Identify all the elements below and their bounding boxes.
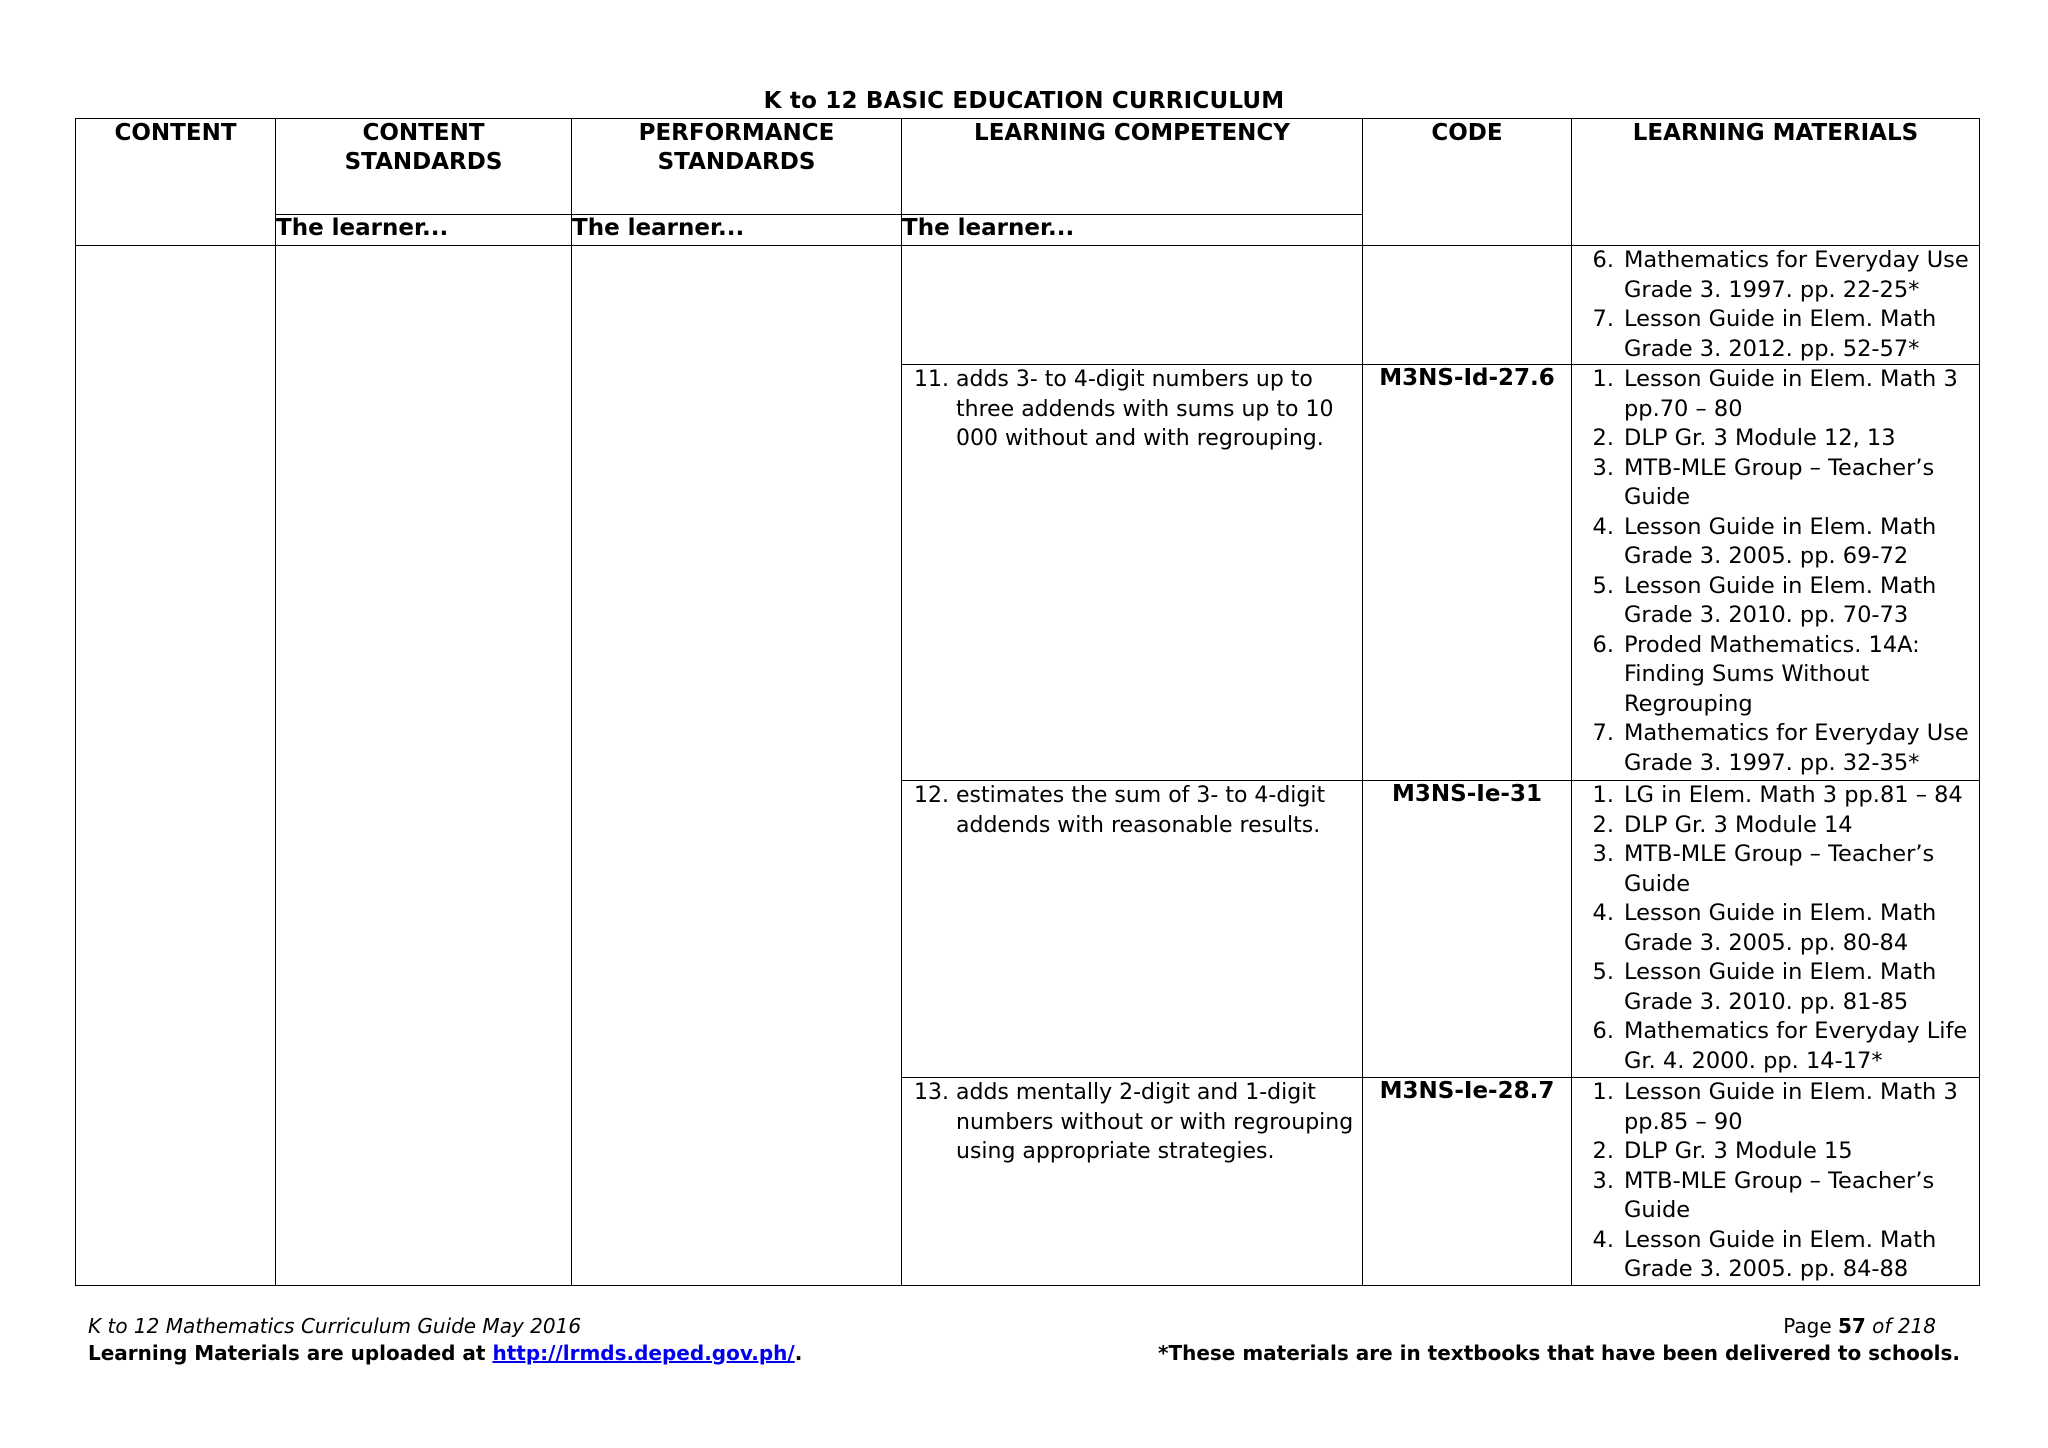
header-content: CONTENT (76, 119, 276, 246)
competency-cell: 11. adds 3- to 4-digit numbers up to three addends with sums up to 10 000 without and with regrouping. (902, 365, 1363, 781)
competency-cell: 13. adds mentally 2-digit and 1-digit numbers without or with regrouping using appropriate strategies. (902, 1078, 1363, 1286)
learner-label: The learner... (572, 215, 902, 246)
content-standards-cell (276, 246, 572, 1286)
list-item: 7. Mathematics for Everyday Use Grade 3. 1997. pp. 32-35* (1592, 720, 1969, 776)
header-learning-materials: LEARNING MATERIALS (1572, 119, 1980, 246)
list-item: 3. MTB-MLE Group – Teacher’s Guide (1592, 454, 1935, 510)
list-item: 2. DLP Gr. 3 Module 12, 13 (1592, 425, 1896, 451)
header-performance-standards: PERFORMANCE STANDARDS (572, 119, 902, 215)
list-item: 4. Lesson Guide in Elem. Math Grade 3. 2005. pp. 84-88 (1592, 1226, 1937, 1282)
list-item: 1. Lesson Guide in Elem. Math 3 pp.85 – 90 (1592, 1079, 1958, 1135)
header-content-standards: CONTENT STANDARDS (276, 119, 572, 215)
learner-label: The learner... (276, 215, 572, 246)
content-cell (76, 246, 276, 1286)
learner-label: The learner... (902, 215, 1363, 246)
list-item: 5. Lesson Guide in Elem. Math Grade 3. 2010. pp. 70-73 (1592, 572, 1937, 628)
table-row (76, 246, 1980, 365)
list-item: 1. Lesson Guide in Elem. Math 3 pp.70 – 80 (1592, 366, 1958, 422)
footer-upload-note: Learning Materials are uploaded at http://lrmds.deped.gov.ph/. (88, 1341, 803, 1365)
competency-cell: 12. estimates the sum of 3- to 4-digit addends with reasonable results. (902, 781, 1363, 1078)
header-code: CODE (1363, 119, 1572, 246)
list-item: 7. Lesson Guide in Elem. Math Grade 3. 2012. pp. 52-57* (1592, 306, 1937, 362)
document-title: K to 12 BASIC EDUCATION CURRICULUM (763, 88, 1285, 114)
list-item: 3. MTB-MLE Group – Teacher’s Guide (1592, 841, 1935, 897)
list-item: 4. Lesson Guide in Elem. Math Grade 3. 2005. pp. 80-84 (1592, 900, 1937, 956)
lrmds-link[interactable]: http://lrmds.deped.gov.ph/ (492, 1341, 795, 1365)
code-cell: M3NS-Ie-31 (1363, 781, 1572, 1078)
list-item: 6. Proded Mathematics. 14A: Finding Sums Without Regrouping (1592, 631, 1920, 717)
list-item: 3. MTB-MLE Group – Teacher’s Guide (1592, 1167, 1935, 1223)
footer-textbook-note: *These materials are in textbooks that have been delivered to schools. (1158, 1341, 1960, 1365)
list-item: 5. Lesson Guide in Elem. Math Grade 3. 2010. pp. 81-85 (1592, 959, 1937, 1015)
footer-right (1158, 1313, 1960, 1367)
performance-standards-cell (572, 246, 902, 1286)
code-cell: M3NS-Id-27.6 (1363, 365, 1572, 781)
page-number: Page 57 of 218 (1783, 1314, 1936, 1338)
footer-left (88, 1313, 802, 1367)
list-item: 2. DLP Gr. 3 Module 15 (1592, 1138, 1853, 1164)
materials-cell (1572, 781, 1980, 1078)
code-cell (1363, 246, 1572, 365)
list-item: 4. Lesson Guide in Elem. Math Grade 3. 2005. pp. 69-72 (1592, 513, 1937, 569)
list-item: 6. Mathematics for Everyday Life Gr. 4. 2000. pp. 14-17* (1592, 1018, 1968, 1074)
materials-cell (1572, 1078, 1980, 1286)
footer-guide-title: K to 12 Mathematics Curriculum Guide May 2016 (88, 1314, 582, 1338)
list-item: 1. LG in Elem. Math 3 pp.81 – 84 (1592, 782, 1963, 808)
curriculum-table (75, 118, 1980, 1286)
competency-cell (902, 246, 1363, 365)
materials-cell (1572, 365, 1980, 781)
list-item: 6. Mathematics for Everyday Use Grade 3. 1997. pp. 22-25* (1592, 247, 1969, 303)
materials-cell (1572, 246, 1980, 365)
header-learning-competency: LEARNING COMPETENCY (902, 119, 1363, 215)
code-cell: M3NS-Ie-28.7 (1363, 1078, 1572, 1286)
list-item: 2. DLP Gr. 3 Module 14 (1592, 811, 1853, 838)
